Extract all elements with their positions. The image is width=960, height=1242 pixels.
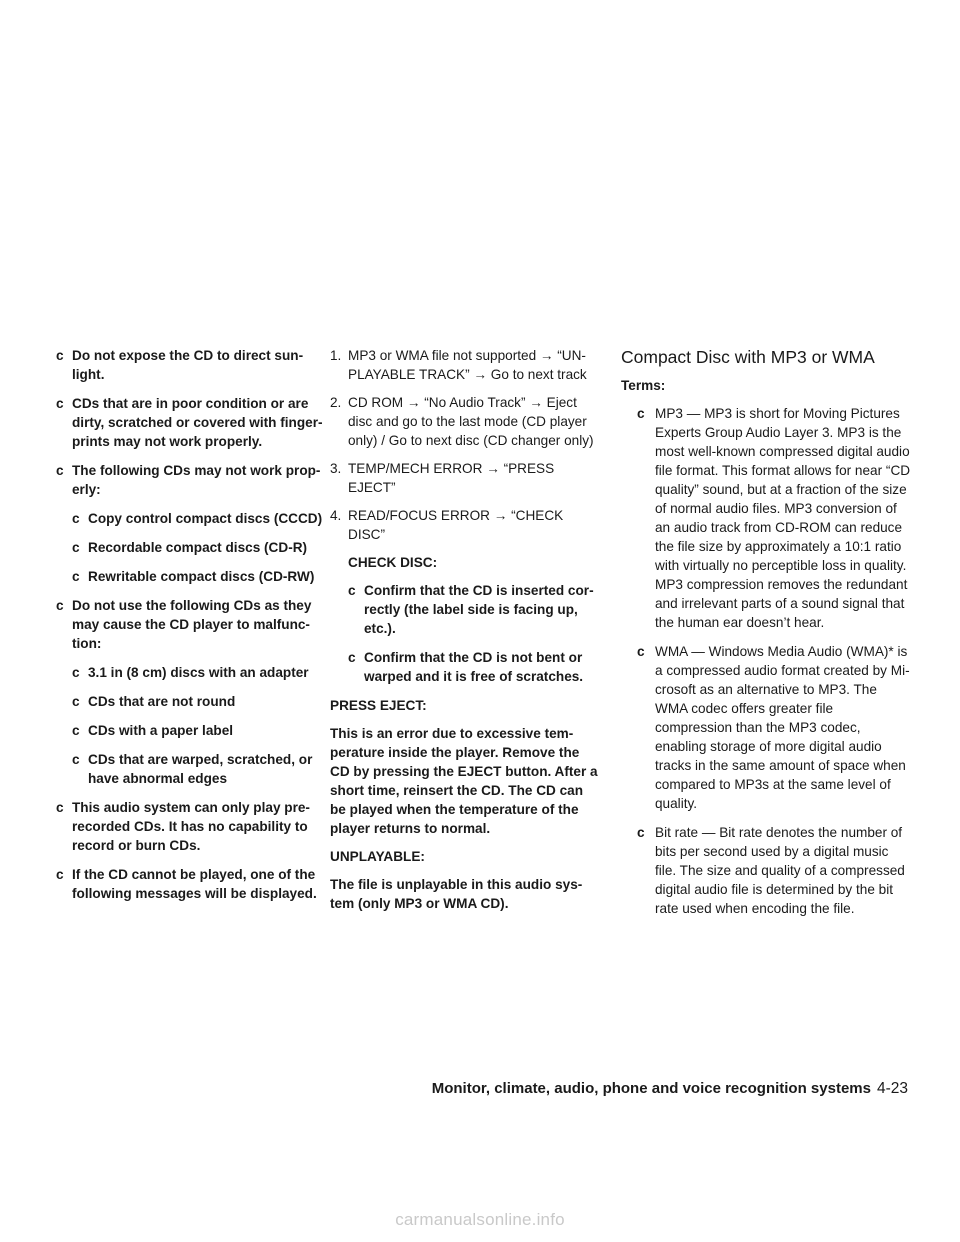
page-number: 4-23 bbox=[876, 1080, 908, 1097]
bullet-item: c Confirm that the CD is inserted cor-rectly (the label side is facing up, etc.). bbox=[348, 583, 594, 636]
unplayable-heading: UNPLAYABLE: bbox=[330, 849, 425, 864]
bullet-item: c The following CDs may not work prop-erly: bbox=[56, 463, 321, 497]
check-disc-heading: CHECK DISC: bbox=[348, 555, 438, 570]
bullet-icon: c bbox=[637, 644, 645, 659]
watermark: carmanualsonline.info bbox=[395, 1210, 565, 1229]
sub-bullet-item: c 3.1 in (8 cm) discs with an adapter bbox=[72, 665, 309, 680]
terms-label: Terms: bbox=[621, 378, 666, 393]
sub-bullet-item: c Recordable compact discs (CD-R) bbox=[72, 540, 308, 555]
bullet-icon: c bbox=[72, 723, 80, 738]
bullet-icon: c bbox=[72, 540, 80, 555]
bullet-item: c Do not use the following CDs as they may cause the CD player to malfunc-tion: bbox=[56, 598, 312, 651]
bullet-icon: c bbox=[348, 583, 356, 598]
bullet-item: c This audio system can only play pre-recorded CDs. It has no capability to record or burn CDs. bbox=[56, 800, 310, 853]
sub-bullet-item: c Rewritable compact discs (CD-RW) bbox=[72, 569, 315, 584]
bullet-item: c Confirm that the CD is not bent or warped and it is free of scratches. bbox=[348, 650, 584, 684]
bullet-item: c If the CD cannot be played, one of the following messages will be displayed. bbox=[56, 867, 317, 901]
sub-bullet-item: c CDs that are warped, scratched, or have abnormal edges bbox=[72, 752, 313, 786]
numbered-item: 3. TEMP/MECH ERROR → “PRESS EJECT” bbox=[330, 461, 555, 495]
column-middle bbox=[330, 346, 602, 922]
bullet-icon: c bbox=[72, 569, 80, 584]
term-item: c Bit rate — Bit rate denotes the number of bits per second used by a digital music file. The size and quality of a compressed digital audio file is determined by the bit rate used when encoding the file. bbox=[637, 825, 905, 916]
bullet-icon: c bbox=[72, 694, 80, 709]
column-right bbox=[621, 346, 911, 928]
sub-bullet-item: c CDs that are not round bbox=[72, 694, 236, 709]
bullet-icon: c bbox=[72, 665, 80, 680]
sub-list bbox=[72, 663, 326, 788]
bullet-icon: c bbox=[637, 825, 645, 840]
sub-bullet-item: c CDs with a paper label bbox=[72, 723, 234, 738]
press-eject-section bbox=[330, 696, 602, 913]
bullet-icon: c bbox=[72, 511, 80, 526]
unplayable-text: The file is unplayable in this audio sys-tem (only MP3 or WMA CD). bbox=[330, 877, 583, 911]
bullet-icon: c bbox=[56, 396, 64, 411]
page-footer bbox=[400, 1079, 908, 1099]
press-eject-text: This is an error due to excessive tem-perature inside the player. Remove the CD by pressing the EJECT button. After a short time, reinsert the CD. The CD can be played when the temperature of the player returns to normal. bbox=[330, 726, 598, 836]
press-eject-heading: PRESS EJECT: bbox=[330, 698, 427, 713]
bullet-icon: c bbox=[56, 463, 64, 478]
numbered-item: 2. CD ROM → “No Audio Track” → Eject disc and go to the last mode (CD player only) / Go to next disc (CD changer only) bbox=[330, 395, 594, 448]
terms-list bbox=[621, 404, 911, 918]
term-item: c MP3 — MP3 is short for Moving Pictures Experts Group Audio Layer 3. MP3 is the most well-known compressed digital audio file format. This format allows for near “CD quality” sound, but at a fraction of the size of normal audio files. MP3 conversion of an audio track from CD-ROM can reduce the file size by approximately a 10:1 ratio with virtually no perceptible loss in quality. MP3 compression removes the redundant and irrelevant parts of a sound signal that the human ear doesn’t hear. bbox=[637, 406, 911, 630]
bullet-item: c CDs that are in poor condition or are dirty, scratched or covered with finger-prints may not work properly. bbox=[56, 396, 323, 449]
bullet-icon: c bbox=[56, 598, 64, 613]
bullet-icon: c bbox=[637, 406, 645, 421]
column-left bbox=[56, 346, 326, 913]
sub-bullet-item: c Copy control compact discs (CCCD) bbox=[72, 511, 323, 526]
term-item: c WMA — Windows Media Audio (WMA)* is a compressed audio format created by Mi-crosoft as an alternative to MP3. The WMA codec offers greater file compression than the MP3 codec, enabling storage of more digital audio tracks in the same amount of space when compared to MP3s at the same level of quality. bbox=[637, 644, 910, 811]
sub-list bbox=[72, 509, 326, 586]
bullet-icon: c bbox=[56, 800, 64, 815]
numbered-item: 4. READ/FOCUS ERROR → “CHECK DISC” bbox=[330, 508, 564, 542]
section-title: Compact Disc with MP3 or WMA bbox=[621, 347, 875, 367]
bullet-item: c Do not expose the CD to direct sun-light. bbox=[56, 348, 304, 382]
bullet-icon: c bbox=[56, 348, 64, 363]
bullet-icon: c bbox=[56, 867, 64, 882]
bullet-icon: c bbox=[72, 752, 80, 767]
check-disc-section bbox=[348, 553, 602, 686]
bullet-icon: c bbox=[348, 650, 356, 665]
footer-section-title: Monitor, climate, audio, phone and voice recognition systems bbox=[431, 1080, 871, 1097]
numbered-item: 1. MP3 or WMA file not supported → “UN-PLAYABLE TRACK” → Go to next track bbox=[330, 348, 587, 382]
